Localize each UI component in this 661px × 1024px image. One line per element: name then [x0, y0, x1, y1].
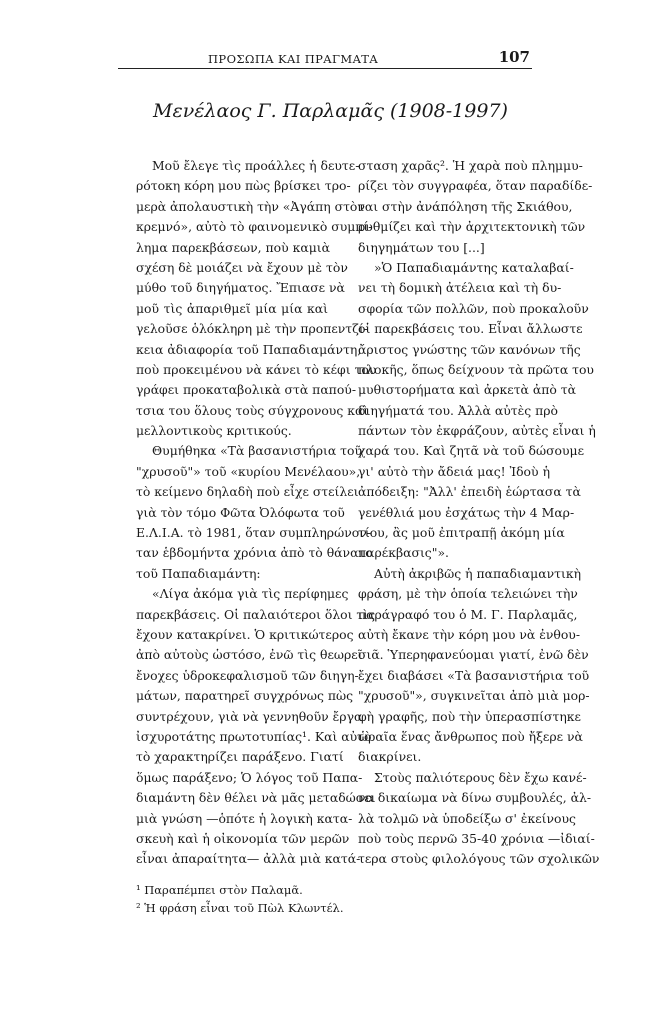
- text-line: τὸ κείμενο δηλαδὴ ποὺ εἶχε στείλει: [136, 484, 359, 500]
- text-line: σιᾶ. Ὑπερηφανεύομαι γιατί, ἐνῶ δὲν: [358, 647, 589, 663]
- text-line: ἔχουν κατακρίνει. Ὁ κριτικώτερος: [136, 626, 354, 642]
- text-line: παρέκβασις"».: [358, 545, 449, 561]
- text-line: τὸ χαρακτηρίζει παράξενο. Γιατί: [136, 749, 344, 765]
- text-line: "χρυσοῦ"» τοῦ «κυρίου Μενέλαου»,: [136, 463, 361, 479]
- text-line: γιὰ τὸν τόμο Φῶτα Ὀλόφωτα τοῦ: [136, 504, 345, 520]
- footnote: ¹ Παραπέμπει στὸν Παλαμᾶ.: [136, 883, 303, 897]
- text-line: ἔχει διαβάσει «Τὰ βασανιστήρια τοῦ: [358, 667, 590, 683]
- text-line: μερὰ ἀπολαυστικὴ τὴν «Ἀγάπη στὸν: [136, 198, 365, 214]
- text-line: λὰ τολμῶ νὰ ὑποδείξω σ' ἐκείνους: [358, 810, 576, 826]
- text-line: κρεμνό», αὐτὸ τὸ φαινομενικὸ συμπί-: [136, 219, 373, 235]
- text-line: σταση χαρᾶς². Ἡ χαρὰ ποὺ πλημμυ-: [358, 158, 583, 173]
- text-line: γελοῦσε ὁλόκληρη μὲ τὴν προπεντζί-: [136, 321, 368, 337]
- text-line: τίου, ἂς μοῦ ἐπιτραπῇ ἀκόμη μία: [358, 525, 565, 541]
- text-line: Ε.Λ.Ι.Α. τὸ 1981, ὅταν συμπληρώνον-: [136, 525, 371, 541]
- text-line: μύθο τοῦ διηγήματος. Ἔπιασε νὰ: [136, 280, 345, 296]
- text-line: ται στὴν ἀνάπόληση τῆς Σκιάθου,: [358, 198, 573, 214]
- text-line: εἶναι ἀπαραίτητα— ἀλλὰ μιὰ κατά-: [136, 851, 361, 867]
- text-line: σχέση δὲ μοιάζει νὰ ἔχουν μὲ τὸν: [136, 259, 348, 275]
- text-line: παράγραφό του ὁ Μ. Γ. Παρλαμᾶς,: [358, 606, 578, 622]
- text-line: συντρέχουν, γιὰ νὰ γεννηθοῦν ἔργα: [136, 708, 363, 724]
- text-line: μυθιστορήματα καὶ ἀρκετὰ ἀπὸ τὰ: [358, 382, 576, 398]
- footnote: ² Ἡ φράση εἶναι τοῦ Πὼλ Κλωντέλ.: [136, 901, 344, 915]
- text-line: ἀπὸ αὐτοὺς ὡστόσο, ἐνῶ τὶς θεωρεῖ: [136, 647, 363, 663]
- text-line: διαμάντη δὲν θέλει νὰ μᾶς μεταδώσει: [136, 790, 376, 806]
- text-line: οἱ παρεκβάσεις του. Εἶναι ἄλλωστε: [358, 321, 583, 337]
- text-line: μοῦ τὶς ἀπαριθμεῖ μία μία καὶ: [136, 300, 328, 316]
- text-line: Μοῦ ἔλεγε τὶς προάλλες ἡ δευτε-: [152, 158, 360, 173]
- article-title: Μενέλαος Γ. Παρλαμᾶς (1908-1997): [153, 100, 508, 122]
- text-line: ποὺ προκειμένου νὰ κάνει τὸ κέφι του: [136, 361, 377, 377]
- text-line: ρυθμίζει καὶ τὴν ἀρχιτεκτονικὴ τῶν: [358, 219, 586, 235]
- text-line: μελλοντικοὺς κριτικούς.: [136, 423, 292, 439]
- text-line: τοῦ Παπαδιαμάντη:: [136, 565, 261, 581]
- text-line: χαρά του. Καὶ ζητᾶ νὰ τοῦ δώσουμε: [358, 443, 585, 459]
- text-line: φράση, μὲ τὴν ὁποία τελειώνει τὴν: [358, 586, 578, 602]
- text-line: αὐτὴ ἔκανε τὴν κόρη μου νὰ ἐνθου-: [358, 626, 581, 642]
- text-line: ἔνοχες ὑδροκεφαλισμοῦ τῶν διηγη-: [136, 667, 359, 683]
- text-line: νει τὴ δομικὴ ἀτέλεια καὶ τὴ δυ-: [358, 280, 562, 296]
- text-line: "χρυσοῦ"», συγκινεῖται ἀπὸ μιὰ μορ-: [358, 688, 590, 704]
- text-line: ὅμως παράξενο; Ὁ λόγος τοῦ Παπα-: [136, 769, 363, 785]
- text-line: μιὰ γνώση —ὁπότε ἡ λογικὴ κατα-: [136, 810, 353, 826]
- text-line: Στοὺς παλιότερους δὲν ἔχω κανέ-: [374, 769, 587, 785]
- text-line: »Ὁ Παπαδιαμάντης καταλαβαί-: [374, 259, 574, 275]
- text-line: κεια ἀδιαφορία τοῦ Παπαδιαμάντη,: [136, 341, 362, 357]
- text-line: ἄριστος γνώστης τῶν κανόνων τῆς: [358, 341, 581, 357]
- left-column: [136, 156, 377, 870]
- text-line: ταν ἑβδομήντα χρόνια ἀπὸ τὸ θάνατο: [136, 545, 373, 561]
- text-line: διακρίνει.: [358, 749, 422, 765]
- text-line: να δικαίωμα νὰ δίνω συμβουλές, ἀλ-: [358, 790, 592, 806]
- page-number: 107: [498, 48, 530, 66]
- text-line: ὡραῖα ἕνας ἄνθρωπος ποὺ ἤξερε νὰ: [358, 728, 583, 744]
- text-line: παρεκβάσεις. Οἱ παλαιότεροι ὅλοι τὶς: [136, 606, 376, 622]
- text-line: μάτων, παρατηρεῖ συγχρόνως πὼς: [136, 688, 354, 704]
- text-line: λημα παρεκβάσεων, ποὺ καμιὰ: [136, 239, 330, 255]
- text-line: διηγημάτων του [...]: [358, 239, 485, 255]
- text-line: φὴ γραφῆς, ποὺ τὴν ὑπερασπίστηκε: [358, 708, 581, 724]
- text-line: γι' αὐτὸ τὴν ἄδειά μας! Ἰδοὺ ἡ: [358, 463, 550, 479]
- running-head: ΠΡΟΣΩΠΑ ΚΑΙ ΠΡΑΓΜΑΤΑ: [208, 52, 379, 66]
- text-line: ρότοκη κόρη μου πὼς βρίσκει τρο-: [136, 178, 351, 194]
- text-line: ἀπόδειξη: "Ἀλλ' ἐπειδὴ ἑώρτασα τὰ: [358, 484, 581, 500]
- text-line: ἰσχυροτάτης πρωτοτυπίας¹. Καὶ αὐτὸ: [136, 728, 372, 744]
- text-line: τσια του ὅλους τοὺς σύγχρονους καὶ: [136, 402, 369, 418]
- page-header: [118, 46, 532, 68]
- text-line: διηγήματά του. Ἀλλὰ αὐτὲς πρὸ: [358, 402, 559, 418]
- text-line: Θυμήθηκα «Τὰ βασανιστήρια τοῦ: [152, 443, 363, 459]
- text-line: σκευὴ καὶ ἡ οἰκονομία τῶν μερῶν: [136, 830, 350, 846]
- text-line: γράφει προκαταβολικὰ στὰ παπού-: [136, 382, 357, 398]
- header-rule: [118, 68, 532, 69]
- text-line: ποὺ τοὺς περνῶ 35-40 χρόνια —ἰδιαί-: [358, 830, 595, 846]
- footnotes: [136, 881, 344, 917]
- text-line: σφορία τῶν πολλῶν, ποὺ προκαλοῦν: [358, 300, 589, 316]
- text-line: γενέθλιά μου ἐσχάτως τὴν 4 Μαρ-: [358, 504, 575, 520]
- text-line: «Λίγα ἀκόμα γιὰ τὶς περίφημες: [152, 586, 349, 602]
- text-line: τερα στοὺς φιλολόγους τῶν σχολικῶν: [358, 851, 600, 867]
- text-line: πλοκῆς, ὅπως δείχνουν τὰ πρῶτα του: [358, 361, 594, 377]
- text-line: ρίζει τὸν συγγραφέα, ὅταν παραδίδε-: [358, 178, 593, 194]
- text-line: πάντων τὸν ἐκφράζουν, αὐτὲς εἶναι ἡ: [358, 423, 596, 439]
- right-column: [358, 156, 600, 870]
- text-line: Αὐτὴ ἀκριβῶς ἡ παπαδιαμαντικὴ: [374, 565, 581, 581]
